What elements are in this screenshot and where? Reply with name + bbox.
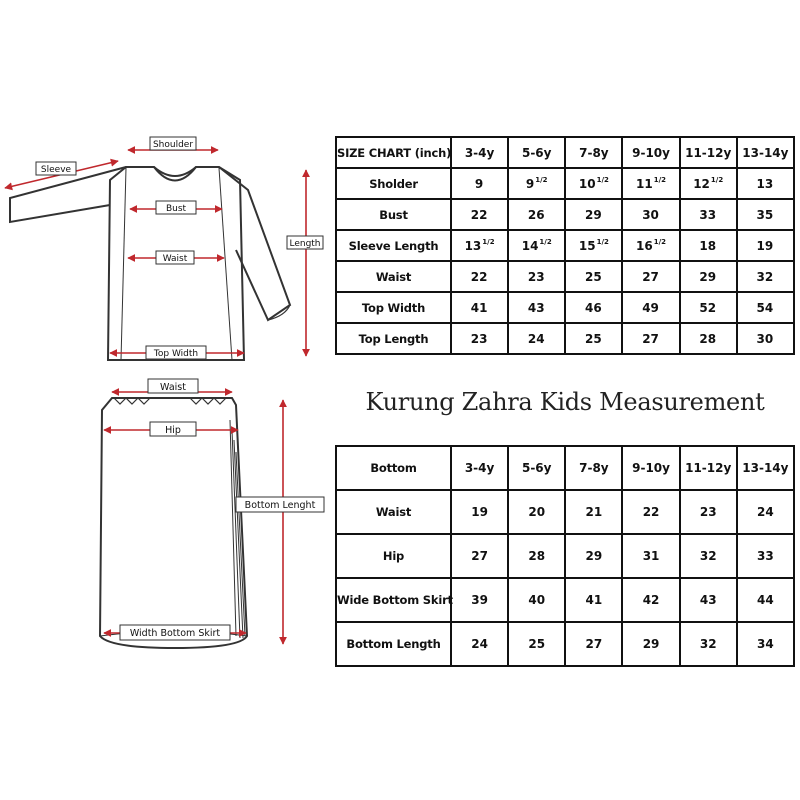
value-cell: $10^{1/2}$ — [565, 168, 622, 199]
table-row — [336, 292, 794, 323]
value-cell: 23 — [451, 323, 508, 354]
row-label: Bust — [336, 199, 451, 230]
table-header-row — [336, 137, 794, 168]
row-label: Sleeve Length — [336, 230, 451, 261]
svg-text:Waist: Waist — [162, 254, 188, 264]
value-cell: 29 — [565, 534, 622, 578]
table-row — [336, 230, 794, 261]
header-cell: 13-14y — [737, 446, 794, 490]
table-row — [336, 261, 794, 292]
value-cell: 29 — [622, 622, 679, 666]
header-cell: 11-12y — [680, 446, 737, 490]
header-cell: Bottom — [336, 446, 451, 490]
value-cell: 24 — [737, 490, 794, 534]
row-label: Hip — [336, 534, 451, 578]
value-cell: 40 — [508, 578, 565, 622]
value-cell: 25 — [508, 622, 565, 666]
value-cell: 39 — [451, 578, 508, 622]
table-row — [336, 323, 794, 354]
svg-text:Top Width: Top Width — [153, 349, 199, 359]
skirt-measure-labels — [120, 379, 324, 640]
value-cell: 22 — [622, 490, 679, 534]
header-cell: 11-12y — [680, 137, 737, 168]
row-label: Bottom Length — [336, 622, 451, 666]
svg-text:Width Bottom Skirt: Width Bottom Skirt — [129, 628, 221, 639]
value-cell: 33 — [680, 199, 737, 230]
value-cell: 31 — [622, 534, 679, 578]
svg-text:Waist: Waist — [160, 382, 186, 393]
value-cell: 41 — [565, 578, 622, 622]
row-label: Sholder — [336, 168, 451, 199]
table-row — [336, 622, 794, 666]
row-label: Waist — [336, 261, 451, 292]
svg-text:Sleeve: Sleeve — [40, 165, 72, 175]
value-cell: $13^{1/2}$ — [451, 230, 508, 261]
header-cell: 9-10y — [622, 137, 679, 168]
value-cell: 32 — [680, 534, 737, 578]
page-title: Kurung Zahra Kids Measurement — [365, 388, 765, 416]
value-cell: 25 — [565, 323, 622, 354]
header-cell: 7-8y — [565, 137, 622, 168]
value-cell: 44 — [737, 578, 794, 622]
bottom-length-label — [236, 497, 324, 512]
value-cell: 27 — [565, 622, 622, 666]
value-cell: 29 — [680, 261, 737, 292]
value-cell: $11^{1/2}$ — [622, 168, 679, 199]
row-label: Top Width — [336, 292, 451, 323]
row-label: Waist — [336, 490, 451, 534]
skirt-diagram — [0, 0, 330, 800]
value-cell: 52 — [680, 292, 737, 323]
table-row — [336, 534, 794, 578]
header-cell: 5-6y — [508, 446, 565, 490]
table-row — [336, 490, 794, 534]
svg-text:Hip: Hip — [165, 425, 181, 436]
value-cell: 22 — [451, 199, 508, 230]
hip-label — [150, 422, 196, 436]
value-cell: 27 — [451, 534, 508, 578]
value-cell: 33 — [737, 534, 794, 578]
value-cell: 29 — [565, 199, 622, 230]
value-cell: 9 — [451, 168, 508, 199]
header-cell: SIZE CHART (inch) — [336, 137, 451, 168]
value-cell: $16^{1/2}$ — [622, 230, 679, 261]
row-label: Top Length — [336, 323, 451, 354]
value-cell: 42 — [622, 578, 679, 622]
svg-text:Length: Length — [289, 239, 321, 249]
value-cell: 19 — [737, 230, 794, 261]
bottom-size-table — [335, 445, 795, 667]
value-cell: 25 — [565, 261, 622, 292]
value-cell: 35 — [737, 199, 794, 230]
value-cell: 54 — [737, 292, 794, 323]
skirt-waist-label — [148, 379, 198, 393]
row-label: Wide Bottom Skirt — [336, 578, 451, 622]
value-cell: 32 — [680, 622, 737, 666]
value-cell: 34 — [737, 622, 794, 666]
value-cell: $15^{1/2}$ — [565, 230, 622, 261]
header-cell: 3-4y — [451, 137, 508, 168]
svg-text:Bottom Lenght: Bottom Lenght — [244, 500, 316, 511]
value-cell: 28 — [680, 323, 737, 354]
value-cell: 43 — [508, 292, 565, 323]
value-cell: $14^{1/2}$ — [508, 230, 565, 261]
value-cell: 30 — [737, 323, 794, 354]
value-cell: 27 — [622, 261, 679, 292]
table-row — [336, 199, 794, 230]
header-cell: 9-10y — [622, 446, 679, 490]
table-row — [336, 578, 794, 622]
value-cell: 28 — [508, 534, 565, 578]
svg-text:Bust: Bust — [165, 204, 187, 214]
value-cell: 22 — [451, 261, 508, 292]
width-bottom-skirt-label — [120, 625, 230, 640]
header-cell: 3-4y — [451, 446, 508, 490]
table-row — [336, 168, 794, 199]
value-cell: 23 — [680, 490, 737, 534]
value-cell: 32 — [737, 261, 794, 292]
value-cell: 41 — [451, 292, 508, 323]
value-cell: 20 — [508, 490, 565, 534]
value-cell: 19 — [451, 490, 508, 534]
value-cell: 23 — [508, 261, 565, 292]
value-cell: 43 — [680, 578, 737, 622]
value-cell: 27 — [622, 323, 679, 354]
value-cell: 26 — [508, 199, 565, 230]
value-cell: $9^{1/2}$ — [508, 168, 565, 199]
table-header-row — [336, 446, 794, 490]
header-cell: 5-6y — [508, 137, 565, 168]
value-cell: 18 — [680, 230, 737, 261]
svg-text:Shoulder: Shoulder — [152, 140, 194, 150]
value-cell: $12^{1/2}$ — [680, 168, 737, 199]
value-cell: 30 — [622, 199, 679, 230]
value-cell: 13 — [737, 168, 794, 199]
value-cell: 46 — [565, 292, 622, 323]
value-cell: 21 — [565, 490, 622, 534]
header-cell: 13-14y — [737, 137, 794, 168]
value-cell: 24 — [451, 622, 508, 666]
header-cell: 7-8y — [565, 446, 622, 490]
value-cell: 24 — [508, 323, 565, 354]
top-size-table — [335, 136, 795, 355]
value-cell: 49 — [622, 292, 679, 323]
